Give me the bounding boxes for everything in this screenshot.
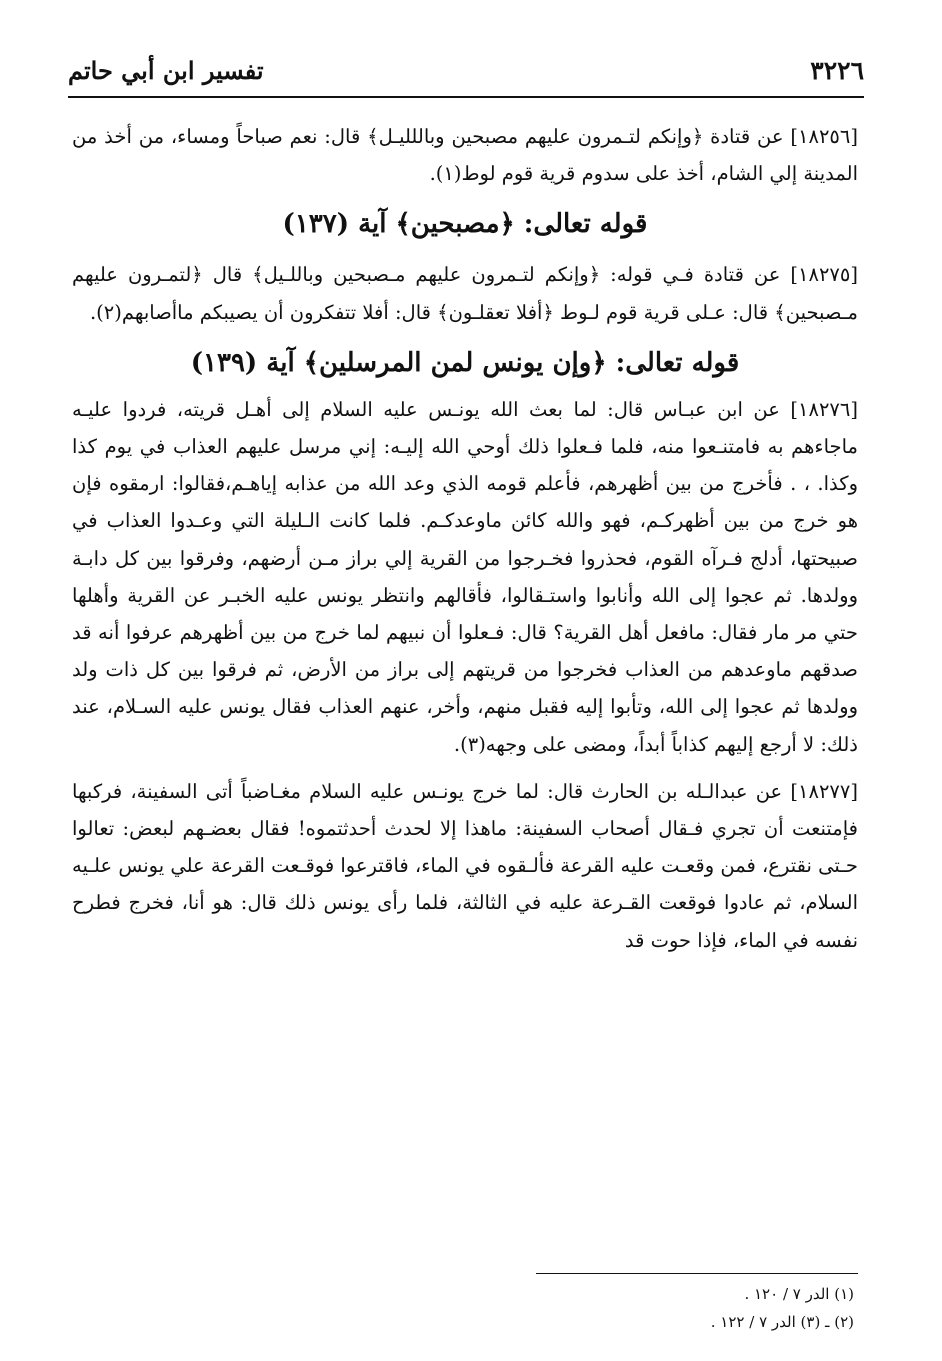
paragraph-18276: [١٨٢٧٦] عن ابن عبـاس قال: لما بعث الله يونـس عليه السلام إلى أهـل قريته، فردوا عليـه ماجاءهم به فامتنـعوا منه، فلما فـعلوا ذلك أوحي الله إليـه: إني مرسل عليهم العذاب في يوم كذا وكذا. ، . فأخرج من بين أظهرهم، فأعلم قومه الذي وعد الله من عذابه إياهـم،فقالوا: ارمقوه فإن هو خرج من بين أظهركـم، فهو والله كائن ماوعدكـم. فلما كانت الـليلة التي وعـدوا العذاب في صبيحتها، أدلج فـرآه القوم، فحذروا فخـرجوا من القرية إلي براز مـن أرضهم، وفرقوا بين كل دابـة وولدها. ثم عجوا إلى الله وأنابوا واستـقالوا، فأقالهم وانتظر يونس عليه الخبـر عن القرية وأهلها حتي مر مار فقال: مافعل أهل القرية؟ قال: فـعلوا أن نبيهم لما خرج من بين أظهرهم عرفوا أنه قد صدقهم ماوعدهم من العذاب فخرجوا من قريتهم إلى براز من الأرض، ثم فرقوا بين كل ذات ولد وولدها ثم عجوا إلى الله، وتأبوا إليه فقبل منهم، وأخر، عنهم العذاب فقال يونس عليه السـلام، عند ذلك: لا أرجع إليهم كذاباً أبداً، ومضى على وجهه(٣). <box>72 397 858 756</box>
footnotes <box>711 1280 854 1336</box>
paragraph-18277: [١٨٢٧٧] عن عبدالـله بن الحارث قال: لما خرج يونـس عليه السلام مغـاضباً أتى السفينة، فركبها فإمتنعت أن تجري فـقال أصحاب السفينة: ماهذا إلا لحدث أحدثتموه! فقال بعضـهم لبعض: تعالوا حـتى نقترع، فمن وقعـت عليه القرعة فألـقوه في الماء، فاقترعوا فوقـعت القرعة علي يونس علـيه السلام، ثم عادوا فوقعت القـرعة عليه في الثالثة، فلما رأى يونس ذلك قال: هو أنا، فخرج فطرح نفسه في الماء، فإذا حوت قد <box>72 779 858 952</box>
footnote-rule <box>536 1273 858 1274</box>
paragraph-18275: [١٨٢٧٥] عن قتادة فـي قوله: ﴿وإنكم لتـمرون عليهم مـصبحين وباللـيل﴾ قال ﴿لتمـرون عليهم مـصبحين﴾ قال: عـلى قرية قوم لـوط ﴿أفلا تعقلـون﴾ قال: أفلا تتفكرون أن يصيبكم ماأصابهم(٢). <box>72 263 858 324</box>
paragraph-18256: [١٨٢٥٦] عن قتادة ﴿وإنكم لتـمرون عليهم مصبحين وباللليـل﴾ قال: نعم صباحاً ومساء، من أخذ من المدينة إلي الشام، أخذ على سدوم قرية قوم لوط(١). <box>72 125 858 186</box>
footnote-2-3: (٢) ـ (٣) الدر ٧ / ١٢٢ . <box>710 1313 854 1331</box>
header-rule <box>68 96 864 98</box>
heading-ayah-139: قوله تعالى: ﴿وإن يونس لمن المرسلين﴾ آية (١٣٩) <box>190 347 740 378</box>
heading-ayah-137: قوله تعالى: ﴿مصبحين﴾ آية (١٣٧) <box>282 209 648 240</box>
page-number: ٣٢٢٦ <box>810 56 864 85</box>
footnote-1: (١) الدر ٧ / ١٢٠ . <box>744 1285 854 1303</box>
running-head <box>68 52 864 94</box>
book-title: تفسير ابن أبي حاتم <box>68 56 264 85</box>
page-body <box>72 118 858 959</box>
